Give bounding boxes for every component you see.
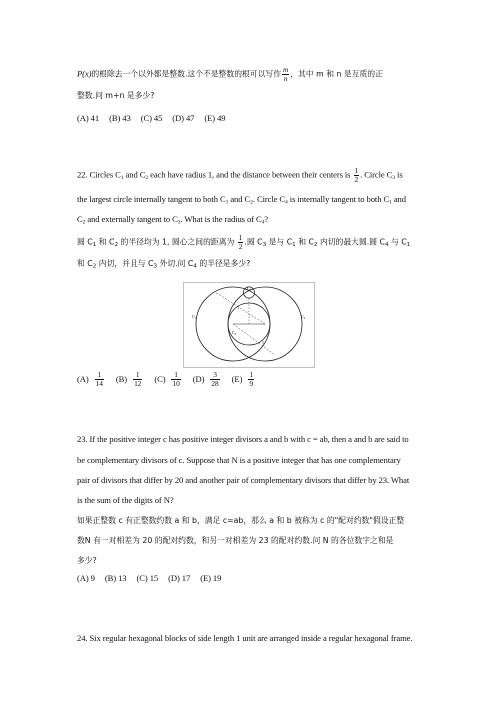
q22-opt-c-den: 10 bbox=[172, 379, 180, 388]
q22-options bbox=[77, 371, 264, 388]
q22-zs10: 4 bbox=[193, 263, 197, 270]
q22-z6: 和 C bbox=[295, 237, 314, 247]
q22-t11: C bbox=[77, 214, 83, 224]
q22-frac-den: 2 bbox=[354, 175, 359, 184]
q23-zh-line3: 多少? bbox=[77, 556, 97, 565]
label-radius-1: 1 bbox=[237, 305, 239, 310]
q22-z2: 和 C bbox=[96, 237, 115, 247]
q22-t13: . What is the radius of C bbox=[180, 214, 262, 224]
q22-s5: 2 bbox=[250, 199, 253, 206]
q23-option-b: (B) 13 bbox=[104, 573, 127, 583]
q22-s6: 4 bbox=[285, 199, 288, 206]
q22-t4: . Circle C bbox=[360, 169, 393, 180]
q23-option-a: (A) 9 bbox=[77, 573, 95, 583]
q22-en-line1 bbox=[77, 167, 403, 184]
q22-t3: each have radius 1, and the distance between their centers is bbox=[148, 169, 351, 180]
q22-zh-frac-den: 2 bbox=[238, 242, 243, 251]
q22-opt-b-label: (B) bbox=[115, 374, 128, 384]
q22-opt-b-num: 1 bbox=[133, 371, 142, 380]
q22-opt-d-den: 28 bbox=[211, 379, 219, 388]
q23-en-line1: 23. If the positive integer c has positive integer divisors a and b with c = ab, then a and b are said to bbox=[77, 434, 409, 444]
q22-t5: is bbox=[395, 169, 403, 180]
q22-s7: 1 bbox=[389, 199, 392, 206]
q22-opt-e-num: 1 bbox=[249, 370, 253, 379]
q22-z3: 的半径均为 1, 圆心之间的距离为 bbox=[118, 237, 235, 247]
q22-opt-a-num: 1 bbox=[95, 371, 104, 380]
q22-zh-line1 bbox=[77, 234, 410, 251]
q21-frac-num: m bbox=[283, 65, 289, 74]
q22-z8: 与 C bbox=[388, 237, 407, 247]
q22-zh-frac-num: 1 bbox=[238, 233, 243, 242]
q22-zh-fraction bbox=[238, 234, 244, 251]
q22-z12: 的半径是多少? bbox=[196, 259, 251, 268]
q22-z9: 和 C bbox=[77, 259, 93, 268]
q22-option-c bbox=[154, 371, 181, 388]
q23-zh-line1: 如果正整数 c 有正整数约数 a 和 b，满足 c=ab，那么 a 和 b 被称为 c 的"配对约数"假设正整 bbox=[77, 516, 405, 525]
q22-fraction bbox=[354, 167, 360, 184]
q22-frac-num: 1 bbox=[354, 166, 359, 175]
q22-t2: and C bbox=[123, 169, 146, 180]
q22-zs2: 2 bbox=[114, 242, 119, 248]
q22-s1: 1 bbox=[120, 174, 124, 181]
q23-en-line3: pair of divisors that differ by 20 and another pair of complementary divisors that differ by 23. What bbox=[77, 475, 410, 485]
q22-zs7: 1 bbox=[406, 242, 411, 248]
q22-s10: 4 bbox=[261, 219, 265, 226]
q22-opt-a-label: (A) bbox=[77, 374, 89, 384]
q22-s3: 3 bbox=[392, 174, 395, 181]
q22-zs5: 2 bbox=[313, 242, 318, 248]
q21-option-c: (C) 45 bbox=[140, 113, 163, 123]
q22-s2: 2 bbox=[145, 174, 149, 181]
q22-t9: is internally tangent to both C bbox=[287, 194, 390, 204]
q22-opt-c-num: 1 bbox=[171, 371, 180, 380]
q21-line2: 整数.问 m+n 是多少? bbox=[77, 91, 155, 100]
q22-z1: 圆 C bbox=[77, 237, 93, 247]
q22-zs6: 4 bbox=[384, 242, 389, 248]
q22-option-b bbox=[116, 371, 143, 388]
q22-z5: 是与 C bbox=[266, 237, 293, 247]
q22-zh-line2 bbox=[77, 258, 250, 269]
q22-z11: 外切.问 C bbox=[157, 259, 194, 268]
q21-fraction bbox=[282, 66, 289, 83]
q21-option-d: (D) 47 bbox=[172, 113, 195, 123]
q23-option-e: (E) 19 bbox=[200, 573, 222, 583]
q23-option-c: (C) 15 bbox=[136, 573, 159, 583]
q22-t10: and bbox=[391, 194, 406, 204]
q22-s8: 2 bbox=[82, 219, 86, 226]
q21-line1-post: ，其中 m 和 n 是互质的正 bbox=[290, 69, 383, 79]
q21-frac-den: n bbox=[283, 74, 288, 83]
q22-opt-d-num: 3 bbox=[210, 371, 219, 380]
q21-px: P(x) bbox=[77, 68, 92, 79]
q22-zs4: 1 bbox=[292, 242, 296, 248]
q22-z4: .圆 C bbox=[244, 237, 263, 247]
q21-option-e: (E) 49 bbox=[204, 113, 226, 123]
q22-t8: . Circle C bbox=[252, 194, 286, 204]
figure-frame bbox=[184, 283, 315, 368]
q22-opt-e-label: (E) bbox=[231, 374, 243, 384]
q22-opt-a-den: 14 bbox=[95, 379, 103, 388]
q22-zs9: 3 bbox=[153, 263, 158, 270]
q22-s4: 1 bbox=[225, 199, 229, 206]
q23-option-d: (D) 17 bbox=[168, 573, 191, 583]
q21-options bbox=[77, 113, 236, 124]
q22-zs8: 2 bbox=[92, 263, 97, 270]
q22-option-e bbox=[232, 371, 255, 388]
q22-opt-c-label: (C) bbox=[154, 374, 166, 384]
q22-option-a bbox=[77, 371, 105, 388]
q21-line1 bbox=[77, 66, 383, 83]
label-c3: C₃ bbox=[232, 330, 237, 335]
q22-t7: and C bbox=[228, 194, 251, 204]
label-c2: C₂ bbox=[301, 314, 306, 319]
q22-s9: 3 bbox=[177, 219, 181, 226]
q22-t1: 22. Circles C bbox=[77, 169, 121, 180]
q23-en-line4: is the sum of the digits of N? bbox=[77, 495, 174, 505]
q22-en-line3 bbox=[77, 214, 268, 225]
q22-opt-e-den: 9 bbox=[249, 379, 253, 388]
label-c4: C₄ bbox=[246, 285, 252, 291]
q21-line1-pre: 的根除去一个以外都是整数.这个不是整数的根可以写作 bbox=[91, 69, 281, 79]
label-c1: C₁ bbox=[192, 314, 197, 319]
q22-opt-b-den: 12 bbox=[134, 379, 142, 388]
q23-zh-line2: 数N 有一对相差为 20 的配对约数，和另一对相差为 23 的配对约数.问 N 的各位数字之和是 bbox=[77, 536, 394, 545]
q22-t12: and externally tangent to C bbox=[85, 214, 178, 224]
circles-figure bbox=[183, 282, 315, 368]
q22-opt-d-label: (D) bbox=[192, 374, 205, 384]
q21-option-a: (A) 41 bbox=[77, 113, 100, 123]
q23-options bbox=[77, 573, 231, 584]
q22-zs1: 1 bbox=[92, 242, 97, 248]
q23-en-line2: be complementary divisors of c. Suppose that N is a positive integer that has one complementary bbox=[77, 455, 401, 465]
q21-option-b: (B) 43 bbox=[109, 113, 131, 123]
q22-en-line2 bbox=[77, 194, 406, 205]
q22-t6: the largest circle internally tangent to both C bbox=[77, 194, 226, 204]
q22-zs3: 3 bbox=[262, 242, 267, 248]
q22-option-d bbox=[193, 371, 221, 388]
q22-t14: ? bbox=[264, 214, 269, 224]
q22-z7: 内切的最大圆.圆 C bbox=[317, 237, 385, 247]
q24-en-line1: 24. Six regular hexagonal blocks of side length 1 unit are arranged inside a regular hexagonal frame. bbox=[77, 633, 413, 643]
label-radius-2: 1 bbox=[262, 340, 264, 345]
q22-z10: 内切，并且与 C bbox=[96, 259, 154, 268]
